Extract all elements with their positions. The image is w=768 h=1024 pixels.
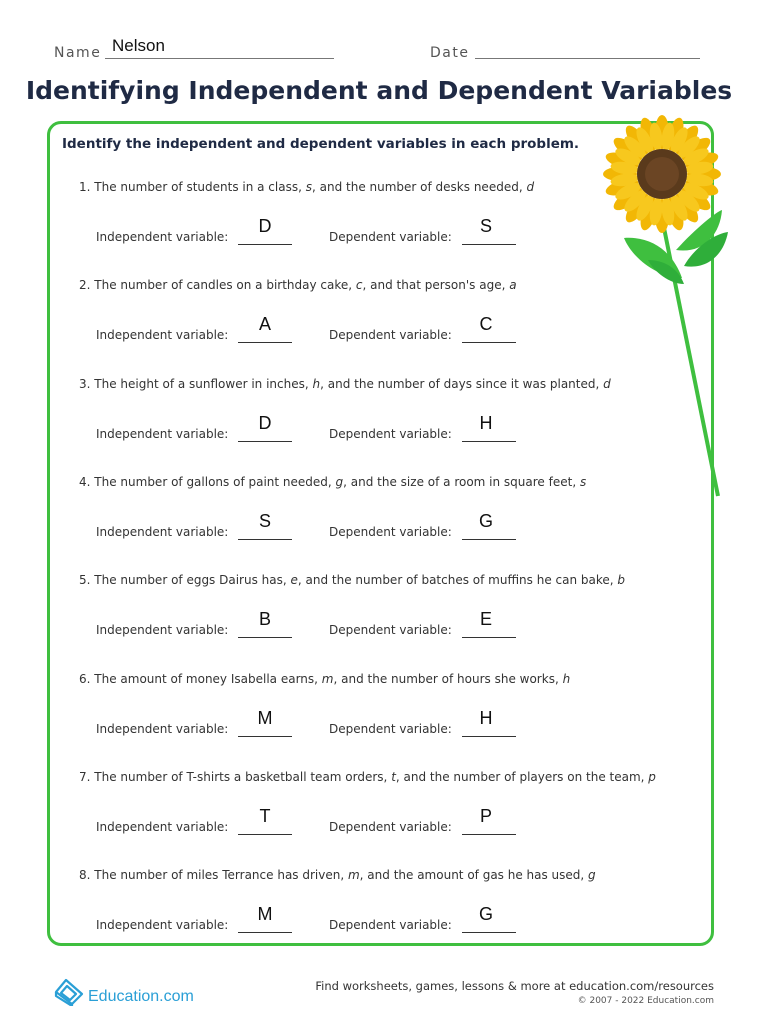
dependent-variable-answer[interactable]: S (479, 216, 492, 236)
answer-row (79, 708, 689, 742)
dependent-variable-blank[interactable] (462, 834, 516, 835)
problem-question (79, 573, 689, 587)
dependent-variable-answer[interactable]: E (479, 609, 492, 629)
dependent-variable-label: Dependent variable: (329, 230, 452, 244)
question-text: , and the number of days since it was planted, (320, 377, 604, 391)
worksheet-header (54, 36, 700, 62)
independent-variable-blank[interactable] (238, 637, 292, 638)
independent-variable-label: Independent variable: (96, 230, 229, 244)
problem-item (79, 180, 689, 250)
education-logo-icon (52, 972, 86, 1006)
dependent-variable-blank[interactable] (462, 342, 516, 343)
independent-variable-blank[interactable] (238, 441, 292, 442)
dependent-variable-blank[interactable] (462, 736, 516, 737)
variable-symbol: s (579, 475, 587, 489)
independent-variable-answer[interactable]: S (258, 511, 271, 531)
answer-row (79, 511, 689, 545)
independent-variable-blank[interactable] (238, 342, 292, 343)
variable-symbol: a (509, 278, 517, 292)
question-text: The number of eggs Dairus has, (94, 573, 291, 587)
question-text: The number of miles Terrance has driven, (94, 868, 348, 882)
independent-variable-label: Independent variable: (96, 525, 229, 539)
problem-number: 7. (79, 770, 91, 784)
variable-symbol: d (526, 180, 535, 194)
problem-question (79, 770, 689, 784)
problem-item (79, 278, 689, 348)
independent-variable-answer[interactable]: M (257, 708, 273, 728)
date-label: Date (430, 45, 470, 61)
answer-row (79, 216, 689, 250)
problem-number: 4. (79, 475, 91, 489)
problem-question (79, 377, 689, 391)
independent-variable-answer[interactable]: D (258, 216, 272, 236)
variable-symbol: s (305, 180, 312, 194)
dependent-variable-label: Dependent variable: (329, 525, 452, 539)
answer-row (79, 413, 689, 447)
dependent-variable-answer[interactable]: H (479, 708, 493, 728)
dependent-variable-answer[interactable]: C (479, 314, 493, 334)
education-logo-text: Education.com (88, 988, 194, 1005)
dependent-variable-blank[interactable] (462, 932, 516, 933)
variable-symbol: g (335, 475, 344, 489)
problem-number: 8. (79, 868, 91, 882)
variable-symbol: t (391, 770, 396, 784)
dependent-variable-label: Dependent variable: (329, 722, 452, 736)
variable-symbol: p (648, 770, 656, 784)
name-line (105, 58, 334, 59)
problem-item (79, 770, 689, 840)
worksheet-title: Identifying Independent and Dependent Variables (25, 76, 733, 105)
answer-row (79, 904, 689, 938)
footer-copyright: © 2007 - 2022 Education.com (577, 996, 714, 1006)
dependent-variable-answer[interactable]: G (478, 511, 493, 531)
variable-symbol: e (290, 573, 298, 587)
independent-variable-label: Independent variable: (96, 820, 229, 834)
instructions: Identify the independent and dependent variables in each problem. (62, 136, 580, 152)
question-text: , and the number of batches of muffins he can bake, (297, 573, 618, 587)
education-logo[interactable] (52, 972, 194, 1010)
independent-variable-label: Independent variable: (96, 722, 229, 736)
dependent-variable-label: Dependent variable: (329, 328, 452, 342)
question-text: , and the number of desks needed, (312, 180, 527, 194)
dependent-variable-label: Dependent variable: (329, 820, 452, 834)
dependent-variable-answer[interactable]: H (479, 413, 493, 433)
independent-variable-blank[interactable] (238, 932, 292, 933)
problem-number: 2. (79, 278, 91, 292)
problem-question (79, 475, 689, 489)
answer-row (79, 806, 689, 840)
independent-variable-blank[interactable] (238, 834, 292, 835)
question-text: The amount of money Isabella earns, (94, 672, 322, 686)
independent-variable-blank[interactable] (238, 539, 292, 540)
problem-question (79, 180, 689, 194)
question-text: The number of gallons of paint needed, (94, 475, 336, 489)
dependent-variable-blank[interactable] (462, 441, 516, 442)
dependent-variable-blank[interactable] (462, 637, 516, 638)
variable-symbol: h (312, 377, 321, 391)
question-text: , and the size of a room in square feet, (343, 475, 580, 489)
question-text: , and that person's age, (362, 278, 510, 292)
problem-item (79, 868, 689, 938)
question-text: The number of T-shirts a basketball team orders, (94, 770, 392, 784)
name-label: Name (54, 45, 102, 61)
dependent-variable-answer[interactable]: P (479, 806, 492, 826)
answer-row (79, 609, 689, 643)
question-text: , and the number of players on the team, (395, 770, 649, 784)
problem-number: 6. (79, 672, 91, 686)
question-text: , and the amount of gas he has used, (359, 868, 589, 882)
independent-variable-label: Independent variable: (96, 918, 229, 932)
problem-number: 1. (79, 180, 91, 194)
independent-variable-answer[interactable]: B (258, 609, 271, 629)
variable-symbol: g (588, 868, 596, 882)
independent-variable-label: Independent variable: (96, 328, 229, 342)
problem-item (79, 573, 689, 643)
dependent-variable-label: Dependent variable: (329, 623, 452, 637)
answer-row (79, 314, 689, 348)
problem-number: 3. (79, 377, 91, 391)
problem-number: 5. (79, 573, 91, 587)
problem-question (79, 868, 689, 882)
independent-variable-label: Independent variable: (96, 623, 229, 637)
date-line[interactable] (475, 58, 700, 59)
independent-variable-answer[interactable]: A (258, 314, 271, 334)
independent-variable-answer[interactable]: D (258, 413, 272, 433)
name-value[interactable]: Nelson (112, 36, 165, 55)
independent-variable-label: Independent variable: (96, 427, 229, 441)
question-text: The number of students in a class, (94, 180, 306, 194)
footer-tagline: Find worksheets, games, lessons & more at education.com/resources (315, 979, 714, 993)
question-text: The height of a sunflower in inches, (94, 377, 313, 391)
problem-item (79, 377, 689, 447)
variable-symbol: m (321, 672, 334, 686)
question-text: The number of candles on a birthday cake, (94, 278, 356, 292)
problem-question (79, 672, 689, 686)
dependent-variable-blank[interactable] (462, 539, 516, 540)
dependent-variable-label: Dependent variable: (329, 427, 452, 441)
independent-variable-blank[interactable] (238, 736, 292, 737)
variable-symbol: c (355, 278, 363, 292)
independent-variable-answer[interactable]: M (257, 904, 273, 924)
problem-question (79, 278, 689, 292)
dependent-variable-answer[interactable]: G (478, 904, 493, 924)
dependent-variable-label: Dependent variable: (329, 918, 452, 932)
independent-variable-answer[interactable]: T (259, 806, 271, 826)
problem-item (79, 475, 689, 545)
question-text: , and the number of hours she works, (333, 672, 563, 686)
variable-symbol: h (562, 672, 571, 686)
independent-variable-blank[interactable] (238, 244, 292, 245)
variable-symbol: m (347, 868, 360, 882)
dependent-variable-blank[interactable] (462, 244, 516, 245)
variable-symbol: b (617, 573, 626, 587)
variable-symbol: d (603, 377, 611, 391)
problem-item (79, 672, 689, 742)
